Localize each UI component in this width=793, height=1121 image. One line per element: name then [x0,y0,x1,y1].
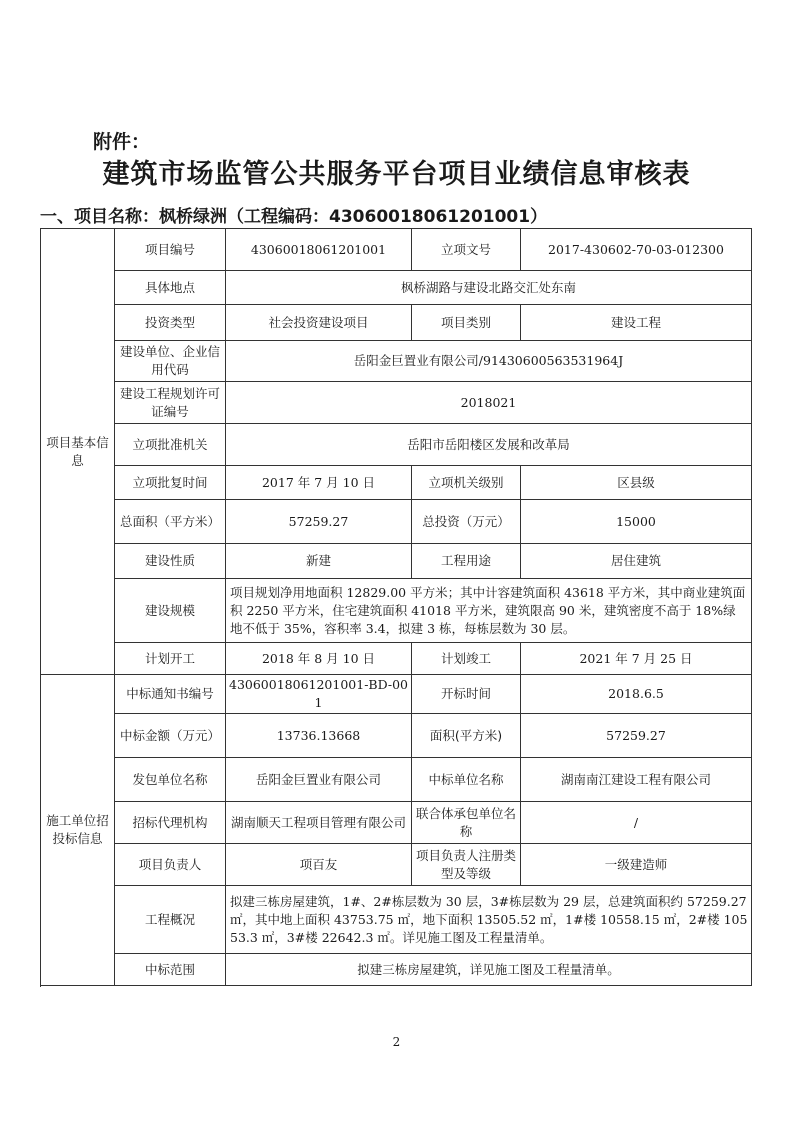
table-row [41,954,752,986]
builder-value: 岳阳金巨置业有限公司/91430600563531964J [226,341,752,382]
approval-time-value: 2017 年 7 月 10 日 [226,466,412,500]
area-label: 面积(平方米) [412,714,521,758]
bid-amount-label: 中标金额（万元） [115,714,226,758]
open-time-label: 开标时间 [412,675,521,714]
table-row [41,466,752,500]
manager-label: 项目负责人 [115,844,226,886]
overview-label: 工程概况 [115,886,226,954]
location-label: 具体地点 [115,271,226,305]
approval-org-value: 岳阳市岳阳楼区发展和改革局 [226,424,752,466]
total-investment-label: 总投资（万元） [412,500,521,544]
builder-label: 建设单位、企业信用代码 [115,341,226,382]
review-table [40,228,752,986]
project-category-label: 项目类别 [412,305,521,341]
scale-label: 建设规模 [115,579,226,643]
table-row [41,714,752,758]
table-row [41,579,752,643]
agent-value: 湖南顺天工程项目管理有限公司 [226,802,412,844]
table-row [41,844,752,886]
approval-doc-value: 2017-430602-70-03-012300 [521,229,752,271]
winner-label: 中标单位名称 [412,758,521,802]
investment-type-value: 社会投资建设项目 [226,305,412,341]
location-value: 枫桥湖路与建设北路交汇处东南 [226,271,752,305]
group-label-basic: 项目基本信息 [41,229,115,675]
overview-value: 拟建三栋房屋建筑，1#、2#栋层数为 30 层，3#栋层数为 29 层，总建筑面积约 57259.27 ㎡，其中地上面积 43753.75 ㎡，地下面积 13505.52 ㎡，1#楼 10558.15 ㎡，2#楼 10553.3 ㎡，3#楼 22642.3 ㎡。详见施工图及工程量清单。 [226,886,752,954]
approval-doc-label: 立项文号 [412,229,521,271]
plan-end-value: 2021 年 7 月 25 日 [521,643,752,675]
group-label-bid: 施工单位招投标信息 [41,675,115,986]
approval-time-label: 立项批复时间 [115,466,226,500]
open-time-value: 2018.6.5 [521,675,752,714]
table-row [41,643,752,675]
agent-label: 招标代理机构 [115,802,226,844]
notice-no-label: 中标通知书编号 [115,675,226,714]
project-code-value: 43060018061201001 [226,229,412,271]
employer-value: 岳阳金巨置业有限公司 [226,758,412,802]
bid-amount-value: 13736.13668 [226,714,412,758]
consortium-label: 联合体承包单位名称 [412,802,521,844]
scale-value: 项目规划净用地面积 12829.00 平方米；其中计容建筑面积 43618 平方米，其中商业建筑面积 2250 平方米，住宅建筑面积 41018 平方米，建筑限高 90 米，建筑密度不高于 18%绿地不低于 35%，容积率 3.4，拟建 3 栋，每栋层数为 30 层。 [226,579,752,643]
consortium-value: / [521,802,752,844]
manager-type-label: 项目负责人注册类型及等级 [412,844,521,886]
document-title: 建筑市场监管公共服务平台项目业绩信息审核表 [102,159,691,190]
table-row [41,382,752,424]
permit-label: 建设工程规划许可证编号 [115,382,226,424]
usage-label: 工程用途 [412,544,521,579]
table-row [41,305,752,341]
table-row [41,675,752,714]
manager-type-value: 一级建造师 [521,844,752,886]
approval-org-label: 立项批准机关 [115,424,226,466]
page-number: 2 [392,1035,401,1049]
employer-label: 发包单位名称 [115,758,226,802]
winner-value: 湖南南江建设工程有限公司 [521,758,752,802]
plan-end-label: 计划竣工 [412,643,521,675]
scope-value: 拟建三栋房屋建筑，详见施工图及工程量清单。 [226,954,752,986]
table-row [41,271,752,305]
plan-start-label: 计划开工 [115,643,226,675]
plan-start-value: 2018 年 8 月 10 日 [226,643,412,675]
table-row [41,424,752,466]
total-area-value: 57259.27 [226,500,412,544]
table-row [41,544,752,579]
investment-type-label: 投资类型 [115,305,226,341]
usage-value: 居住建筑 [521,544,752,579]
attachment-label: 附件： [93,131,151,153]
area-value: 57259.27 [521,714,752,758]
notice-no-value: 43060018061201001-BD-001 [226,675,412,714]
project-code-label: 项目编号 [115,229,226,271]
total-investment-value: 15000 [521,500,752,544]
table-row [41,802,752,844]
table-row [41,500,752,544]
nature-value: 新建 [226,544,412,579]
approval-level-label: 立项机关级别 [412,466,521,500]
project-category-value: 建设工程 [521,305,752,341]
total-area-label: 总面积（平方米） [115,500,226,544]
scope-label: 中标范围 [115,954,226,986]
manager-value: 项百友 [226,844,412,886]
table-row [41,341,752,382]
table-row [41,886,752,954]
table-row [41,758,752,802]
section-title: 一、项目名称：枫桥绿洲（工程编码：43060018061201001） [40,207,548,227]
table-row [41,229,752,271]
nature-label: 建设性质 [115,544,226,579]
permit-value: 2018021 [226,382,752,424]
approval-level-value: 区县级 [521,466,752,500]
